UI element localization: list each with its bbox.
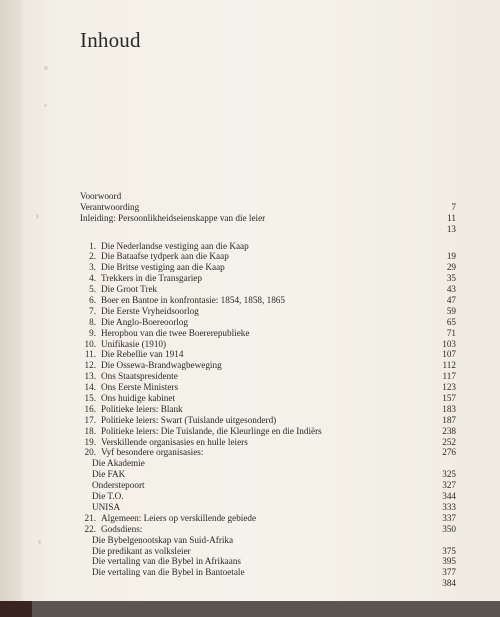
page-number: 103 [442,338,456,349]
toc-entry [80,339,456,350]
toc-entry [80,284,456,295]
entry-title: Verskillende organisasies en hulle leiers [101,436,248,447]
toc-entry [80,524,456,535]
page-number: 395 [442,556,456,567]
entry-title: Vyf besondere organisasies: [101,447,204,458]
toc-entry [80,251,456,262]
entry-title: Algemeen: Leiers op verskillende gebiede [101,512,257,523]
page-number: 377 [442,567,456,578]
entry-title: Die Britse vestiging aan die Kaap [101,262,225,273]
toc-entry [80,513,456,524]
entry-title: Godsdiens: [101,523,143,534]
chapter-number: 9. [89,327,96,338]
toc-entry [80,556,456,567]
toc-entry [80,502,456,513]
page-number: 43 [446,284,456,295]
page-smudge [44,104,47,107]
entry-title: Die Anglo-Boereoorlog [101,316,189,327]
chapter-number: 12. [84,360,96,371]
chapter-number: 8. [89,316,96,327]
page-number: 29 [446,262,456,273]
page-smudge [36,214,39,219]
page-number: 123 [442,382,456,393]
page-number: 252 [442,436,456,447]
page-bottom-edge [0,601,500,617]
toc-entry [80,306,456,317]
toc-entry [80,415,456,426]
toc-entry [80,458,456,469]
chapter-number: 2. [89,251,96,262]
chapter-number: 11. [84,349,96,360]
chapter-number: 22. [84,523,96,534]
page-number: 375 [442,545,456,556]
entry-title: Die Bybelgenootskap van Suid-Afrika [92,534,234,545]
entry-title: Ons Eerste Ministers [101,382,179,393]
toc-page-number: 384 [442,578,456,589]
page-number: 337 [442,512,456,523]
entry-title: Politieke leiers: Swart (Tuislande uitgesonderd) [101,414,277,425]
page-number: 59 [446,305,456,316]
page-gutter [0,0,22,603]
toc-entry [80,404,456,415]
page-number: 183 [442,403,456,414]
entry-title: Politieke leiers: Blank [101,403,183,414]
chapter-number: 3. [89,262,96,273]
toc-entry [80,241,456,252]
chapter-number: 6. [89,295,96,306]
chapter-number: 20. [84,447,96,458]
page-number: 47 [446,295,456,306]
toc-entry [80,437,456,448]
toc-entry [80,567,456,578]
page-title: Inhoud [80,28,141,52]
entry-title: Die FAK [92,469,126,480]
page-number: 333 [442,501,456,512]
chapter-number: 18. [84,425,96,436]
toc-entry [80,371,456,382]
toc-entry [80,426,456,437]
chapter-number: 13. [84,371,96,382]
page-number: 19 [446,251,456,262]
entry-title: Die Eerste Vryheidsoorlog [101,305,199,316]
toc-entry [80,480,456,491]
page-number: 117 [442,371,456,382]
page-smudge [38,540,41,544]
chapter-number: 10. [84,338,96,349]
toc-entry [80,317,456,328]
page-number: 276 [442,447,456,458]
entry-title: Onderstepoort [92,480,145,491]
table-of-contents [80,191,456,589]
toc-entry [80,349,456,360]
chapter-number: 14. [84,382,96,393]
toc-entry: Inleiding: Persoonlikheidseienskappe van die leier 11 [80,212,456,223]
page-number: 238 [442,425,456,436]
entry-title: Die Groot Trek [101,284,158,295]
chapter-number: 17. [84,414,96,425]
entry-title: Die vertaling van die Bybel in Afrikaans [92,556,242,567]
toc-entry [80,295,456,306]
chapter-number: 1. [89,240,96,251]
toc-entry: Verantwoording 7 [80,201,456,212]
toc-entry [80,491,456,502]
entry-title: Boer en Bantoe in konfrontasie: 1854, 1858, 1865 [101,295,285,306]
page-smudge [44,66,48,70]
entry-title: UNISA [92,501,121,512]
toc-entry [80,328,456,339]
toc-page-number: 13 [446,223,456,234]
page-number: 157 [442,393,456,404]
toc-entry [80,360,456,371]
entry-title: Ons Staatspresidente [101,371,178,382]
entry-title: Die predikant as volksleier [92,545,191,556]
entry-title: Ons huidige kabinet [101,393,175,404]
page-number: 35 [446,273,456,284]
entry-title: Die Rebellie van 1914 [101,349,184,360]
page-number: 325 [442,469,456,480]
chapter-number: 5. [89,284,96,295]
toc-entry [80,447,456,458]
page-number: 344 [442,491,456,502]
entry-title: Politieke leiers: Die Tuislande, die Kleurlinge en die Indiërs [101,425,322,436]
toc-entry [80,535,456,546]
chapter-number: 16. [84,403,96,414]
toc-entry [80,382,456,393]
entry-title: Die Bataafse tydperk aan die Kaap [101,251,229,262]
page-number: 107 [442,349,456,360]
toc-entry [80,469,456,480]
chapter-number: 7. [89,305,96,316]
chapter-number: 4. [89,273,96,284]
chapter-number: 15. [84,393,96,404]
page-number: 65 [446,316,456,327]
toc-entry [80,273,456,284]
page-number: 112 [442,360,456,371]
entry-title: Die Nederlandse vestiging aan die Kaap [101,240,249,251]
entry-title: Unifikasie (1910) [101,338,167,349]
chapter-number: 21. [84,512,96,523]
toc-entry [80,262,456,273]
page-number: 71 [446,327,456,338]
toc-entry [80,393,456,404]
toc-entry: Voorwoord [80,191,122,201]
entry-title: Die T.O. [92,491,124,502]
chapter-number: 19. [84,436,96,447]
entry-title: Heropbou van die twee Boererepublieke [101,327,250,338]
page-number: 327 [442,480,456,491]
entry-title: Die Akademie [92,458,145,469]
entry-title: Die vertaling van die Bybel in Bantoetale [92,567,245,578]
entry-title: Die Ossewa-Brandwagbeweging [101,360,222,371]
toc-entry [80,546,456,557]
page-number: 187 [442,414,456,425]
entry-title: Trekkers in die Transgariep [101,273,202,284]
page-number: 350 [442,523,456,534]
